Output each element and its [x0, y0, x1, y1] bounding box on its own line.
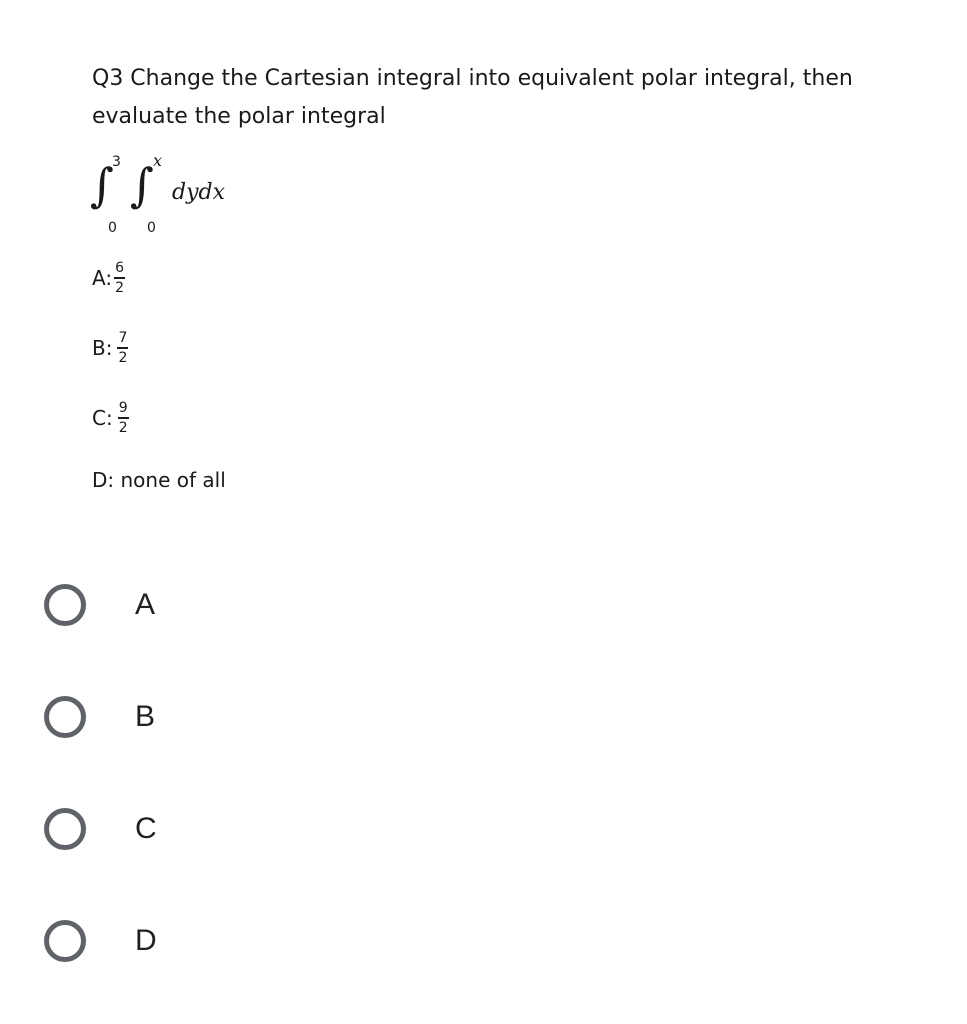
option-c[interactable]: [44, 805, 344, 853]
outer-lower-limit: 0: [108, 220, 117, 236]
inner-integral-sign: ∫: [130, 158, 154, 212]
choice-b: [92, 322, 128, 374]
choice-d: D: none of all: [92, 468, 226, 492]
option-d-label[interactable]: D: [135, 924, 157, 957]
inner-upper-limit: x: [153, 151, 163, 170]
radio-circle-icon[interactable]: [44, 920, 86, 962]
option-c-label[interactable]: C: [135, 812, 157, 845]
fraction-bar: [114, 277, 125, 279]
radio-circle-icon[interactable]: [44, 584, 86, 626]
choice-b-fraction: [117, 330, 128, 366]
fraction-bar: [117, 347, 128, 349]
option-a-label[interactable]: A: [135, 588, 156, 621]
radio-circle-icon[interactable]: [44, 696, 86, 738]
inner-lower-limit: 0: [147, 220, 156, 236]
outer-integral-sign: ∫: [90, 158, 114, 212]
choice-c-numerator: 9: [118, 400, 128, 417]
choice-c-prefix: C:: [92, 406, 113, 430]
question-line-2: evaluate the polar integral: [92, 104, 386, 129]
choice-c-denominator: 2: [118, 419, 128, 436]
choice-b-denominator: 2: [118, 349, 128, 366]
fraction-bar: [118, 417, 129, 419]
choice-c: [92, 392, 129, 444]
choice-b-prefix: B:: [92, 336, 113, 360]
radio-circle-icon[interactable]: [44, 808, 86, 850]
choice-a-numerator: 6: [115, 260, 125, 277]
choice-b-numerator: 7: [118, 330, 128, 347]
choice-a-denominator: 2: [115, 279, 125, 296]
choice-a: [92, 252, 125, 304]
option-b-label[interactable]: B: [135, 700, 156, 733]
choice-c-fraction: [118, 400, 129, 436]
outer-upper-limit: 3: [112, 154, 121, 170]
double-integral: [90, 150, 290, 245]
question-line-1: Q3 Change the Cartesian integral into equivalent polar integral, then: [92, 66, 853, 91]
choice-a-prefix: A:: [92, 266, 113, 290]
option-b[interactable]: [44, 693, 344, 741]
integrand: dydx: [172, 180, 226, 205]
option-a[interactable]: [44, 581, 344, 629]
option-d[interactable]: [44, 917, 344, 965]
question-text: [92, 60, 912, 136]
choice-a-fraction: [114, 260, 125, 296]
